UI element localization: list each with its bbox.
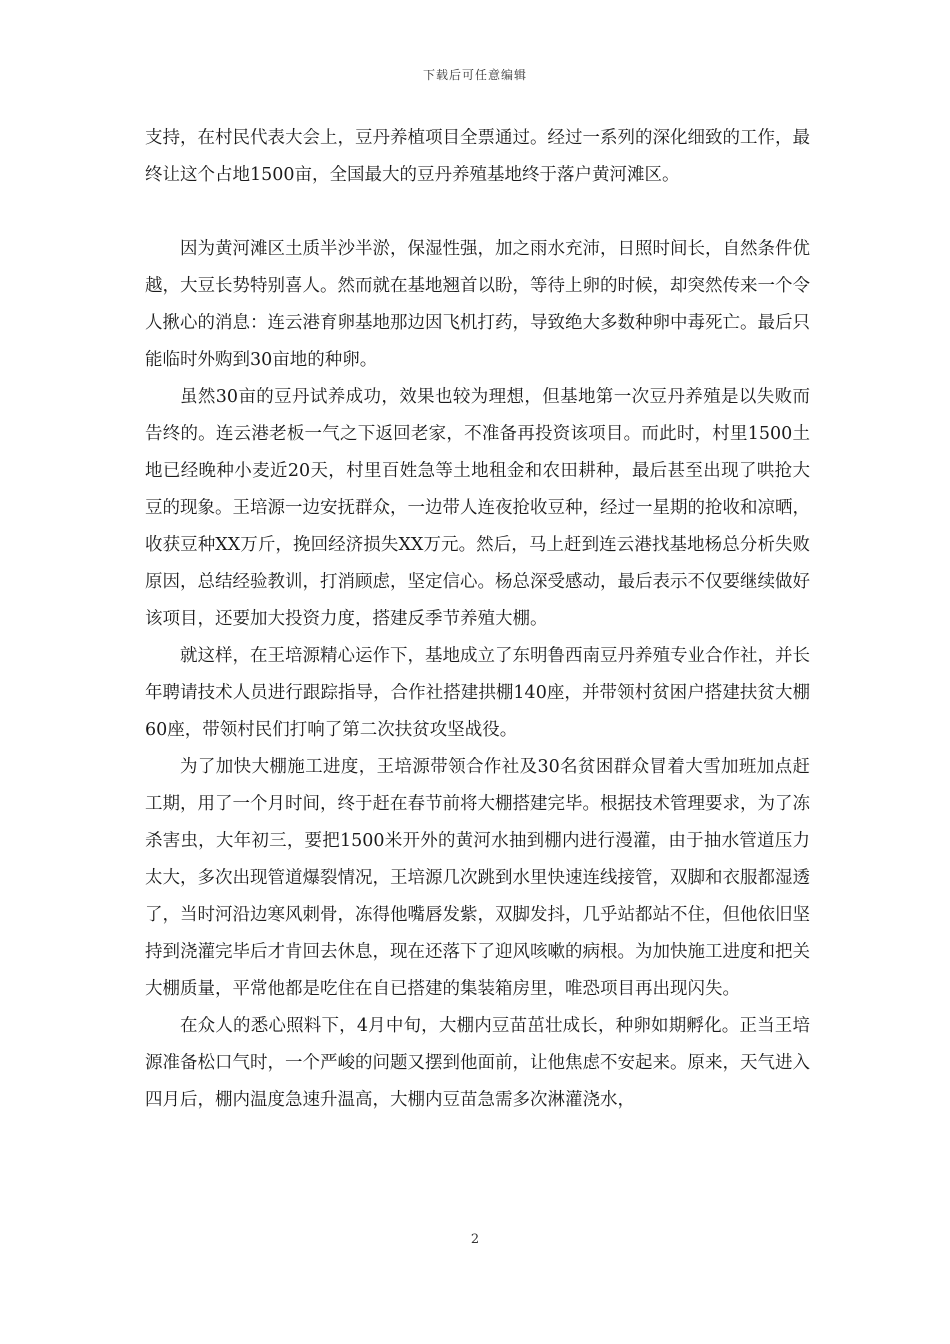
paragraph-3: 虽然30亩的豆丹试养成功，效果也较为理想，但基地第一次豆丹养殖是以失败而告终的。连云港老板一气之下返回老家，不准备再投资该项目。而此时，村里1500土地已经晚种小麦近20天，村里百姓急等土地租金和农田耕种，最后甚至出现了哄抢大豆的现象。王培源一边安抚群众，一边带人连夜抢收豆种，经过一星期的抢收和凉晒，收获豆种XX万斤，挽回经济损失XX万元。然后，马上赶到连云港找基地杨总分析失败原因，总结经验教训，打消顾虑，坚定信心。杨总深受感动，最后表示不仅要继续做好该项目，还要加大投资力度，搭建反季节养殖大棚。 [145, 387, 810, 629]
paragraph-1: 支持，在村民代表大会上，豆丹养植项目全票通过。经过一系列的深化细致的工作，最终让这个占地1500亩，全国最大的豆丹养殖基地终于落户黄河滩区。 [145, 128, 810, 185]
document-body [145, 120, 810, 1119]
paragraph-5: 为了加快大棚施工进度，王培源带领合作社及30名贫困群众冒着大雪加班加点赶工期，用了一个月时间，终于赶在春节前将大棚搭建完毕。根据技术管理要求，为了冻杀害虫，大年初三，要把1500米开外的黄河水抽到棚内进行漫灌，由于抽水管道压力太大，多次出现管道爆裂情况，王培源几次跳到水里快速连线接管，双脚和衣服都湿透了，当时河沿边寒风刺骨，冻得他嘴唇发紫，双脚发抖，几乎站都站不住，但他依旧坚持到浇灌完毕后才肯回去休息，现在还落下了迎风咳嗽的病根。为加快施工进度和把关大棚质量，平常他都是吃住在自已搭建的集装箱房里，唯恐项目再出现闪失。 [145, 757, 810, 999]
page-number: 2 [470, 1232, 480, 1247]
paragraph-4: 就这样，在王培源精心运作下，基地成立了东明鲁西南豆丹养殖专业合作社，并长年聘请技术人员进行跟踪指导，合作社搭建拱棚140座，并带领村贫困户搭建扶贫大棚60座，带领村民们打响了第二次扶贫攻坚战役。 [145, 646, 810, 740]
paragraph-6: 在众人的悉心照料下，4月中旬，大棚内豆苗茁壮成长，种卵如期孵化。正当王培源准备松口气时，一个严峻的问题又摆到他面前，让他焦虑不安起来。原来，天气进入四月后，棚内温度急速升温高，大棚内豆苗急需多次淋灌浇水， [145, 1016, 810, 1110]
paragraph-2: 因为黄河滩区土质半沙半淤，保湿性强，加之雨水充沛，日照时间长，自然条件优越，大豆长势特别喜人。然而就在基地翘首以盼，等待上卵的时候，却突然传来一个令人揪心的消息：连云港育卵基地那边因飞机打药，导致绝大多数种卵中毒死亡。最后只能临时外购到30亩地的种卵。 [145, 239, 810, 370]
page-header: 下载后可任意编辑 [422, 68, 527, 82]
